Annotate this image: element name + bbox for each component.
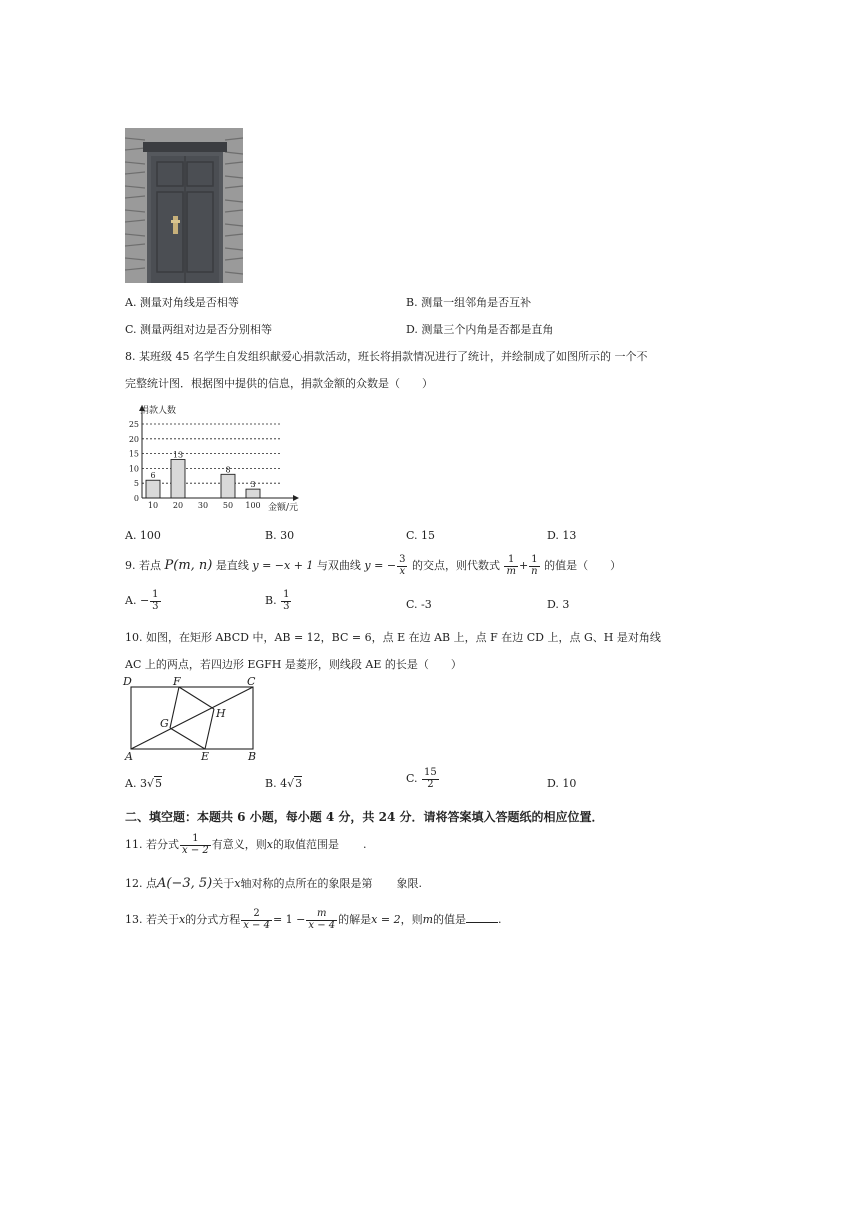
- label-c: C: [247, 675, 256, 688]
- q12-stem: 12. 点A(−3, 5)关于x轴对称的点所在的象限是第 象限.: [125, 876, 422, 891]
- q8-option-c: C. 15: [406, 529, 436, 542]
- q7-option-c: C. 测量两组对边是否分别相等: [125, 323, 273, 336]
- donation-chart-svg: [118, 400, 308, 512]
- q9-stem: 9. 若点 P(m, n) 是直线 y = −x + 1 与双曲线 y = − $\frac{3}{x}$ 的交点，则代数式 $\frac{1}{m}$ + $\frac{1}{n}$ 的值是（ ）: [125, 554, 622, 577]
- x-tick-label: 30: [197, 501, 209, 510]
- q10-option-d: D. 10: [547, 777, 577, 790]
- q10-stem-line1: 10. 如图，在矩形 ABCD 中，AB = 12，BC = 6，点 E 在边 AB 上，点 F 在边 CD 上，点 G、H 是对角线: [125, 631, 661, 644]
- donation-chart: [118, 400, 308, 512]
- rectangle-figure: [118, 675, 268, 763]
- q10-option-b: B. 4√3: [265, 777, 303, 790]
- x-tick-label: 10: [147, 501, 159, 510]
- q8-stem-line1: 8. 某班级 45 名学生自发组织献爱心捐款活动，班长将捐款情况进行了统计，并绘制成了如图所示的 一个不: [125, 350, 648, 363]
- q8-stem-line2: 完整统计图．根据图中提供的信息，捐款金额的众数是（ ）: [125, 377, 433, 390]
- segment-ge: [170, 728, 205, 749]
- x-tick-label: 100: [245, 501, 261, 510]
- q9-option-d: D. 3: [547, 598, 570, 611]
- q10-option-a: A. 3√5: [125, 777, 162, 790]
- y-tick-label: 20: [128, 434, 139, 444]
- label-g: G: [160, 717, 169, 730]
- bar-value-label: 6: [150, 471, 156, 481]
- y-axis-label: 捐款人数: [140, 406, 177, 416]
- q7-option-a: A. 测量对角线是否相等: [125, 296, 239, 309]
- label-f: F: [173, 675, 181, 688]
- section-heading: 二、填空题：本题共 6 小题，每小题 4 分，共 24 分．请将答案填入答题纸的相应位置．: [125, 810, 604, 824]
- q13-answer-blank: [466, 912, 498, 923]
- q8-option-a: A. 100: [125, 529, 161, 542]
- q9-option-a: A. − $\frac{1}{3}$: [125, 589, 159, 612]
- bar: [221, 474, 235, 498]
- bar-value-label: 13: [172, 450, 184, 460]
- q9-option-c: C. -3: [406, 598, 432, 611]
- label-b: B: [248, 750, 257, 763]
- y-tick-label: 5: [133, 479, 139, 489]
- q8-option-d: D. 13: [547, 529, 577, 542]
- x-tick-label: 20: [172, 501, 184, 510]
- segment-fg: [170, 687, 179, 728]
- segment-hf: [179, 687, 214, 709]
- label-d: D: [123, 675, 132, 688]
- door-photo: [125, 128, 243, 283]
- bar: [246, 489, 260, 498]
- label-a: A: [125, 750, 133, 763]
- q7-option-b: B. 测量一组邻角是否互补: [406, 296, 532, 309]
- q9-option-b: B. $\frac{1}{3}$: [265, 589, 290, 612]
- y-tick-label: 10: [128, 464, 139, 474]
- segment-eh: [205, 709, 214, 749]
- bar-value-label: 3: [250, 480, 256, 490]
- q8-option-b: B. 30: [265, 529, 295, 542]
- q13-stem: 13. 若关于x的分式方程 $\frac{2}{x - 4}$ = 1 − $\frac{m}{x - 4}$ 的解是x = 2，则m的值是 .: [125, 908, 502, 931]
- label-e: E: [201, 750, 210, 763]
- label-h: H: [216, 707, 226, 720]
- q11-stem: 11. 若分式 $\frac{1}{x - 2}$ 有意义，则x的取值范围是 .: [125, 833, 367, 856]
- y-tick-label: 15: [128, 449, 139, 459]
- bar-value-label: 8: [225, 465, 231, 475]
- y-tick-label: 25: [128, 420, 139, 429]
- x-axis-label: 金额/元: [268, 503, 299, 512]
- x-tick-label: 50: [222, 501, 234, 510]
- q7-option-d: D. 测量三个内角是否都是直角: [406, 323, 554, 336]
- y-tick-label: 0: [133, 494, 139, 503]
- q10-option-c: C. $\frac{15}{2}$: [406, 767, 437, 790]
- bar: [146, 480, 160, 498]
- bar: [171, 460, 185, 498]
- diagonal-ac: [131, 687, 253, 749]
- q10-stem-line2: AC 上的两点，若四边形 EGFH 是菱形，则线段 AE 的长是（ ）: [125, 658, 462, 671]
